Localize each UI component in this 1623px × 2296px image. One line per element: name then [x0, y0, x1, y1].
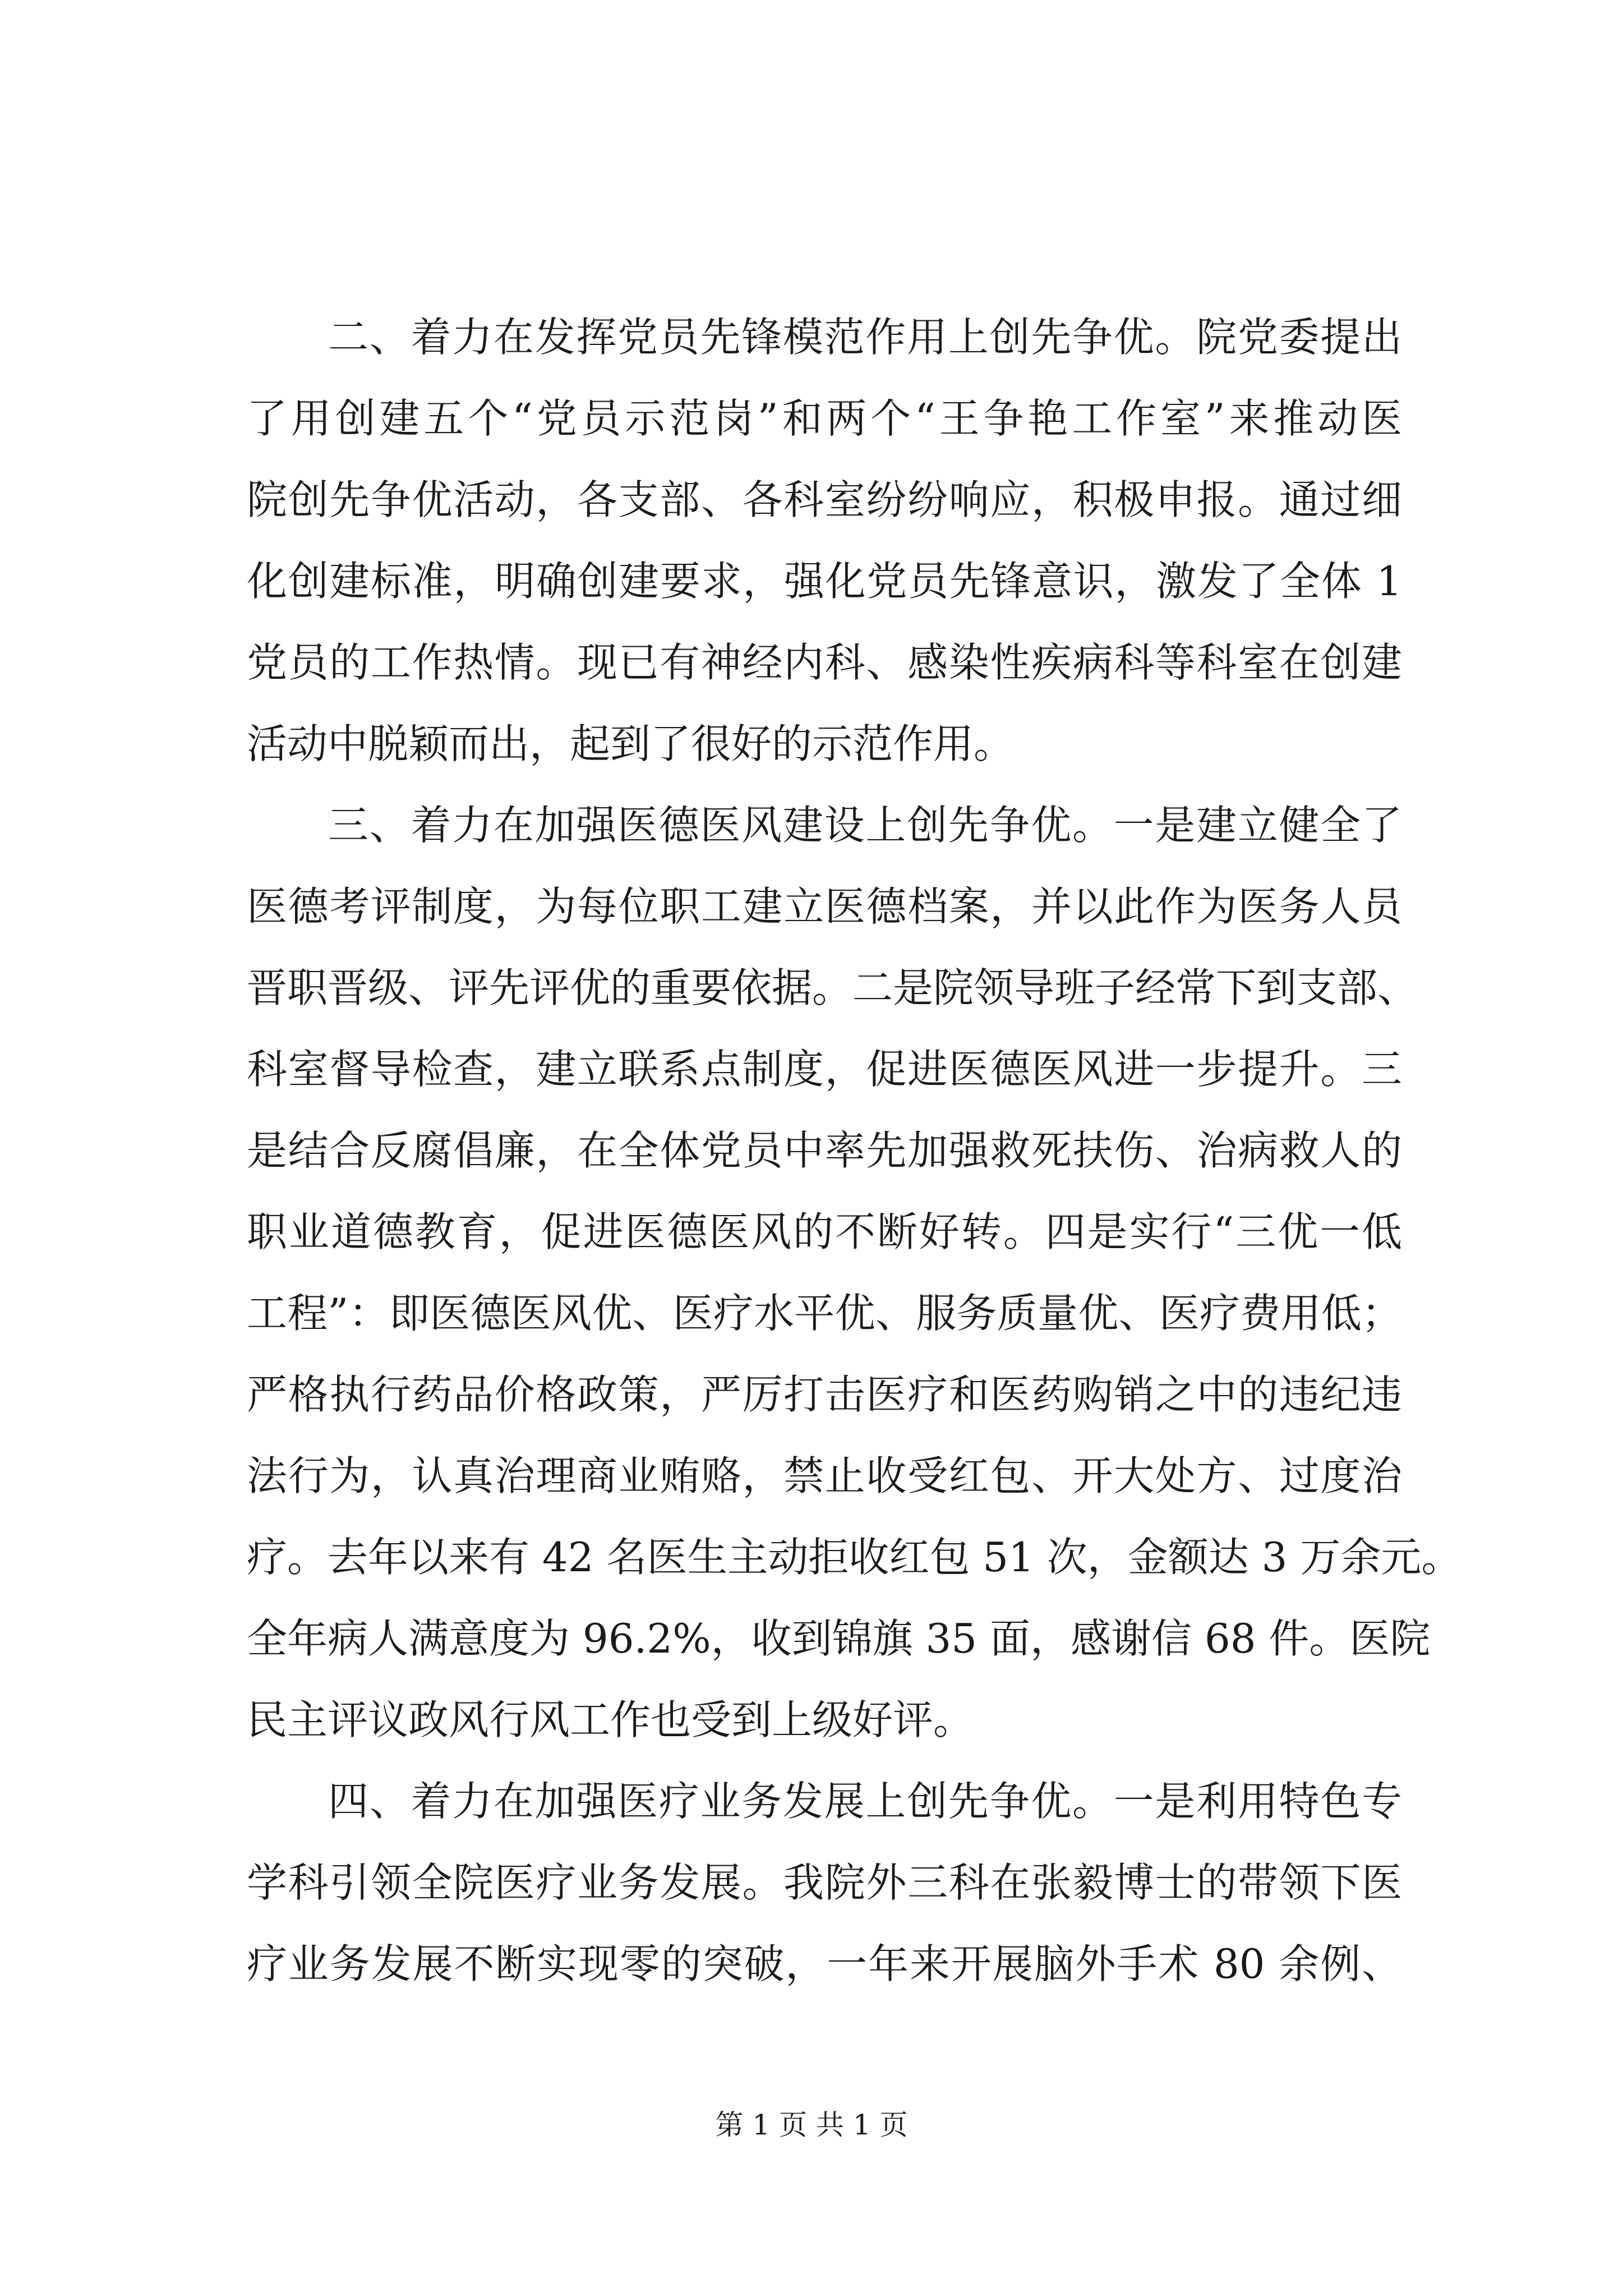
paragraph-3-line-8: 严格执行药品价格政策，严厉打击医疗和医药购销之中的违纪违: [247, 1371, 1402, 1418]
paragraph-3-line-5: 是结合反腐倡廉，在全体党员中率先加强救死扶伤、治病救人的: [247, 1127, 1402, 1174]
paragraph-2-line-4: 化创建标准，明确创建要求，强化党员先锋意识，激发了全体 1: [247, 558, 1402, 605]
paragraph-3-line-11: 全年病人满意度为 96.2%，收到锦旗 35 面，感谢信 68 件。医院: [247, 1615, 1431, 1662]
paragraph-3-line-4: 科室督导检查，建立联系点制度，促进医德医风进一步提升。三: [247, 1046, 1402, 1093]
paragraph-3-line-3: 晋职晋级、评先评优的重要依据。二是院领导班子经常下到支部、: [247, 964, 1418, 1011]
paragraph-3-line-1: 三、着力在加强医德医风建设上创先争优。一是建立健全了: [328, 802, 1402, 849]
paragraph-2-line-5: 党员的工作热情。现已有神经内科、感染性疾病科等科室在创建: [247, 639, 1402, 686]
paragraph-4-line-2: 学科引领全院医疗业务发展。我院外三科在张毅博士的带领下医: [247, 1859, 1402, 1906]
paragraph-4-line-1: 四、着力在加强医疗业务发展上创先争优。一是利用特色专: [328, 1778, 1402, 1825]
paragraph-2-line-1: 二、着力在发挥党员先锋模范作用上创先争优。院党委提出: [328, 314, 1402, 361]
paragraph-3-line-6: 职业道德教育，促进医德医风的不断好转。四是实行“三优一低: [247, 1208, 1402, 1255]
paragraph-3-line-2: 医德考评制度，为每位职工建立医德档案，并以此作为医务人员: [247, 883, 1402, 930]
paragraph-4-line-3: 疗业务发展不断实现零的突破，一年来开展脑外手术 80 余例、: [247, 1940, 1402, 1987]
paragraph-2-line-6: 活动中脱颖而出，起到了很好的示范作用。: [247, 720, 1015, 767]
page-footer: 第 1 页 共 1 页: [715, 2109, 908, 2141]
paragraph-3-line-9: 法行为，认真治理商业贿赂，禁止收受红包、开大处方、过度治: [247, 1452, 1402, 1499]
paragraph-3-line-10: 疗。去年以来有 42 名医生主动拒收红包 51 次，金额达 3 万余元。: [247, 1534, 1462, 1581]
paragraph-2-line-3: 院创先争优活动，各支部、各科室纷纷响应，积极申报。通过细: [247, 476, 1402, 523]
paragraph-3-line-7: 工程”：即医德医风优、医疗水平优、服务质量优、医疗费用低；: [247, 1290, 1402, 1337]
paragraph-2-line-2: 了用创建五个“党员示范岗”和两个“王争艳工作室”来推动医: [247, 395, 1402, 442]
paragraph-3-line-12: 民主评议政风行风工作也受到上级好评。: [247, 1696, 974, 1743]
